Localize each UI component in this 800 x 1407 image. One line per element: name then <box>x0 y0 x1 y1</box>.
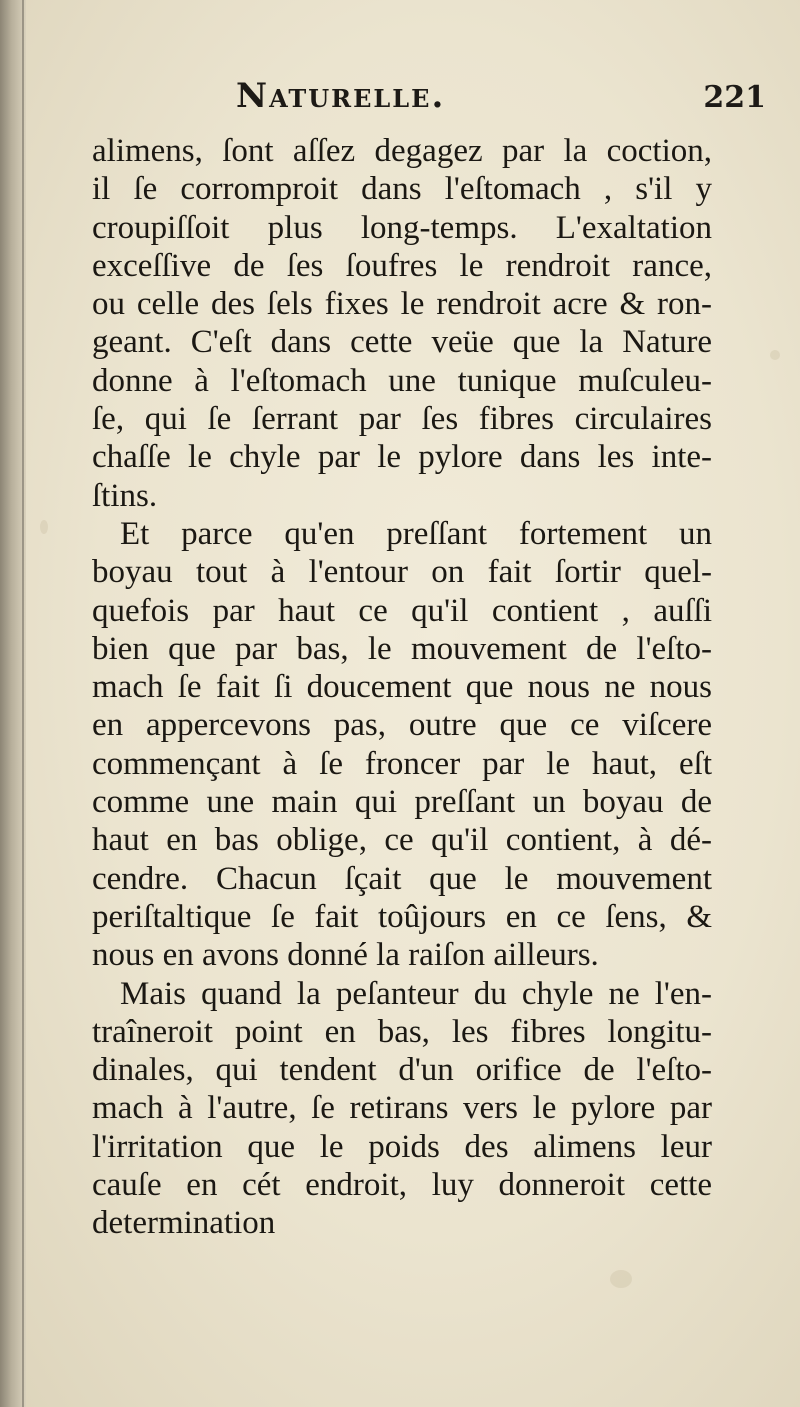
text-line: mach ſe fait ſi doucement que nous ne nous <box>92 669 712 706</box>
paper-stain <box>610 1270 632 1288</box>
text-line: bien que par bas, le mouvement de l'eſto- <box>92 630 712 667</box>
text-line: geant. C'eſt dans cette veüe que la Nature <box>92 324 712 361</box>
binding-edge <box>22 0 24 1407</box>
text-line: periſtaltique ſe fait toûjours en ce ſens, & <box>92 898 712 935</box>
body-text <box>92 132 712 1243</box>
page-number: 221 <box>703 80 766 115</box>
text-line: Et parce qu'en preſſant fortement un <box>120 515 712 552</box>
text-line: dinales, qui tendent d'un orifice de l'eſto- <box>92 1052 712 1089</box>
text-line: quefois par haut ce qu'il contient , auſſi <box>92 592 712 629</box>
paragraph <box>92 975 712 1243</box>
text-line: commençant à ſe froncer par le haut, eſt <box>92 745 712 782</box>
text-line: cauſe en cét endroit, luy donneroit cette <box>92 1167 712 1204</box>
text-line: l'irritation que le poids des alimens leur <box>92 1128 712 1165</box>
text-line: ou celle des ſels fixes le rendroit acre & ron- <box>92 286 712 323</box>
text-line: haut en bas oblige, ce qu'il contient, à dé- <box>92 822 712 859</box>
text-line: cendre. Chacun ſçait que le mouvement <box>92 860 712 897</box>
text-line: ſe, qui ſe ſerrant par ſes fibres circulaires <box>92 401 712 438</box>
paragraph <box>92 515 712 975</box>
running-head: Naturelle. <box>236 76 446 116</box>
text-line: exceſſive de ſes ſoufres le rendroit rance, <box>92 247 712 284</box>
text-line: Mais quand la peſanteur du chyle ne l'en- <box>120 975 712 1012</box>
text-line: en appercevons pas, outre que ce viſcere <box>92 707 712 744</box>
text-line: ſtins. <box>92 477 158 514</box>
text-line: boyau tout à l'entour on fait ſortir quel- <box>92 554 712 591</box>
paper-stain <box>770 350 780 360</box>
text-line: il ſe corromproit dans l'eſtomach , s'il y <box>92 171 712 208</box>
paragraph <box>92 132 712 515</box>
paper-stain <box>40 520 48 534</box>
text-line: comme une main qui preſſant un boyau de <box>92 784 712 821</box>
text-line: nous en avons donné la raiſon ailleurs. <box>92 937 599 974</box>
text-line: alimens, ſont aſſez degagez par la coction, <box>92 133 712 169</box>
text-line: traîneroit point en bas, les fibres longitu- <box>92 1013 712 1050</box>
text-line: donne à l'eſtomach une tunique muſculeu- <box>92 362 712 399</box>
text-line: mach à l'autre, ſe retirans vers le pylore par <box>92 1090 712 1127</box>
text-line: croupiſſoit plus long-temps. L'exaltation <box>92 209 712 246</box>
text-line: chaſſe le chyle par le pylore dans les inte- <box>92 439 712 476</box>
page-header <box>236 76 766 124</box>
text-line: determination <box>92 1205 276 1242</box>
